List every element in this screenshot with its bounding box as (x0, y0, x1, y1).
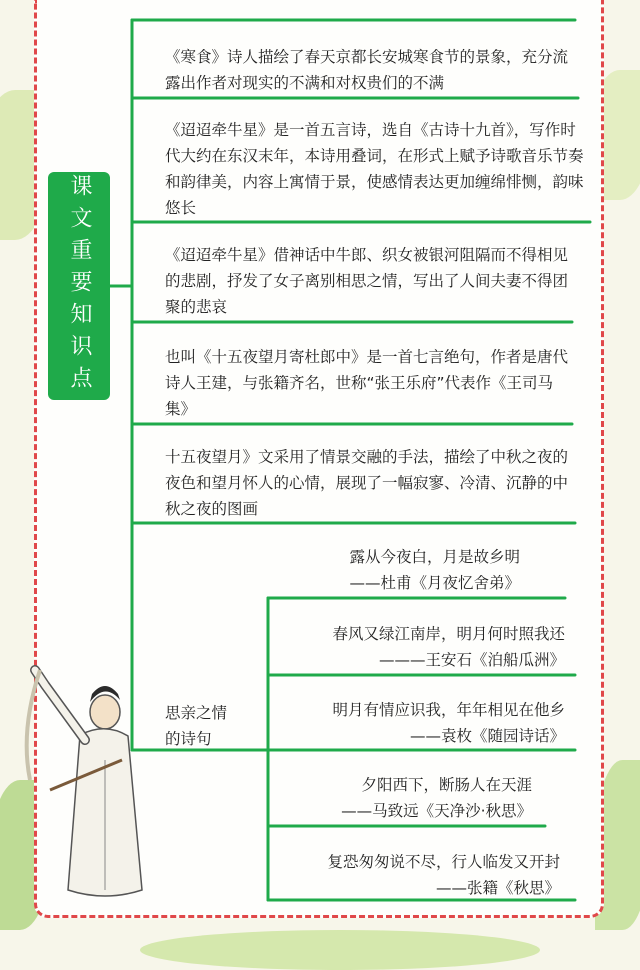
note-3: 《迢迢牵牛星》借神话中牛郎、织女被银河阻隔而不得相见的悲剧，抒发了女子离别相思之情，写出了人间夫妻不得团聚的悲哀 (165, 246, 569, 316)
branch-label (165, 700, 265, 752)
topic-label: 课文重要知识点 (67, 174, 92, 398)
branch-label-line-1: 思亲之情 (165, 704, 228, 722)
topic-box (48, 172, 110, 400)
poem-3 (290, 697, 565, 749)
poem-line: 露从今夜白，月是故乡明 (349, 548, 520, 566)
poem-source: ——杜甫《月夜忆舍弟》 (349, 574, 520, 592)
poem-source: ———王安石《泊船瓜洲》 (378, 651, 565, 669)
poem-1 (290, 544, 520, 596)
note-1: 《寒食》诗人描绘了春天京都长安城寒食节的景象，充分流露出作者对现实的不满和对权贵们的不满 (165, 48, 569, 92)
poem-source: ——马致远《天净沙·秋思》 (341, 802, 532, 820)
note-5: 十五夜望月》文采用了情景交融的手法，描绘了中秋之夜的夜色和望月怀人的心情，展现了一幅寂寥、冷清、沉静的中秋之夜的图画 (165, 448, 569, 518)
poem-line: 明月有情应识我，年年相见在他乡 (332, 701, 565, 719)
poem-source: ——张籍《秋思》 (435, 879, 560, 897)
poem-source: ——袁枚《随园诗话》 (409, 727, 565, 745)
branch-label-line-2: 的诗句 (165, 730, 212, 748)
scholar-figure-illustration (10, 650, 150, 910)
poem-line: 复恐匆匆说不尽，行人临发又开封 (327, 853, 560, 871)
note-2: 《迢迢牵牛星》是一首五言诗，选自《古诗十九首》，写作时代大约在东汉末年，本诗用叠词，在形式上赋予诗歌音乐节奏和韵律美，内容上寓情于景，使感情表达更加缠绵悱恻，韵味悠长 (165, 121, 584, 217)
poem-line: 春风又绿江南岸，明月何时照我还 (332, 625, 565, 643)
poem-5 (290, 849, 560, 901)
poem-line: 夕阳西下，断肠人在天涯 (361, 776, 532, 794)
note-4: 也叫《十五夜望月寄杜郎中》是一首七言绝句，作者是唐代诗人王建，与张籍齐名，世称“张王乐府”代表作《王司马集》 (165, 348, 569, 418)
poem-2 (290, 621, 565, 673)
poem-4 (290, 772, 532, 824)
